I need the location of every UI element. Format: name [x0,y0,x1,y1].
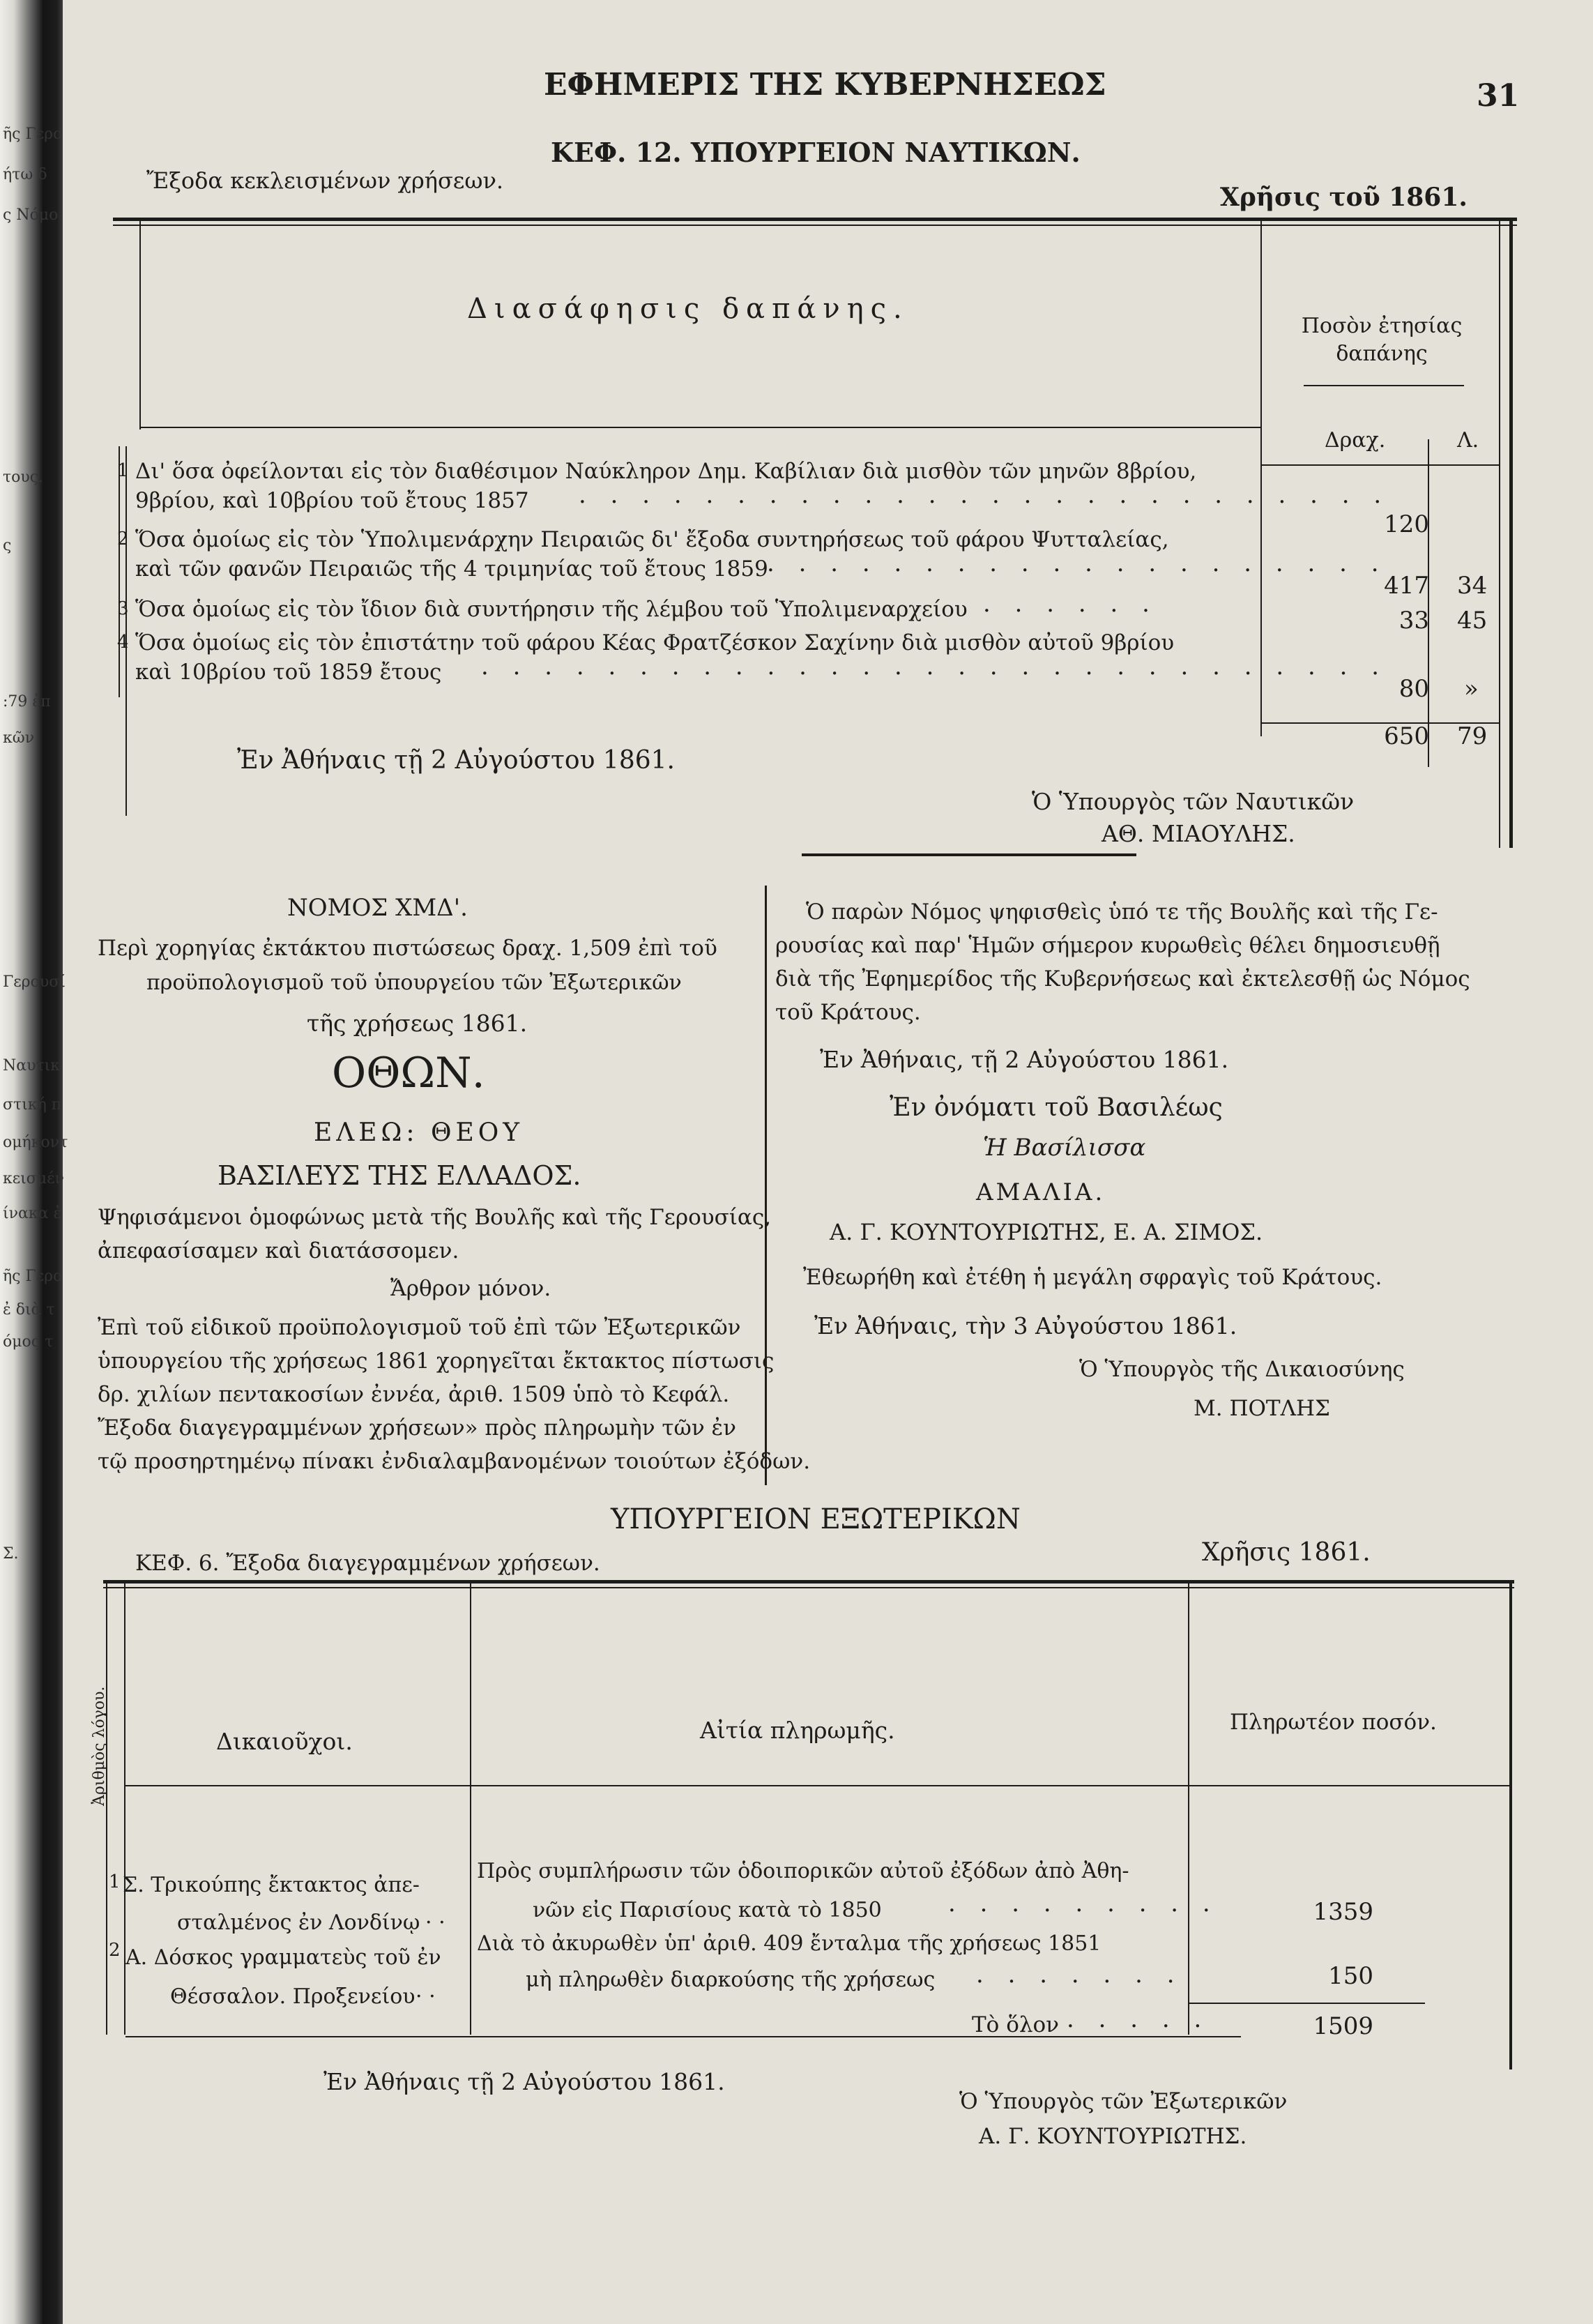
naval-col-amount-label: Ποσὸν ἐτησίας δαπάνης [1301,314,1463,366]
naval-col-lepta: Λ. [1457,428,1479,453]
item-number: 3 [117,598,129,619]
margin-fragment: ῆς Γερο [3,1268,63,1285]
promulgation-line: διὰ τῆς Ἐφημερίδος τῆς Κυβερνήσεως καὶ ἐκτελεσθῇ ὡς Νόμος [775,966,1470,992]
margin-fragment: Γερουσί [3,973,66,991]
foreign-date: Ἐν Ἀθήναις τῇ 2 Αὐγούστου 1861. [323,2068,725,2095]
dot-leader: · · [425,1911,445,1935]
margin-fragment: ς [3,537,12,554]
royal-title: ΒΑΣΙΛΕΥΣ ΤΗΣ ΕΛΛΑΔΟΣ. [218,1160,581,1191]
foreign-chapter: ΚΕΦ. 6. Ἔξοδα διαγεγραμμένων χρήσεων. [135,1551,600,1576]
promulgation-line: Ὁ παρὼν Νόμος ψηφισθεὶς ὑπό τε τῆς Βουλῆς καὶ τῆς Γε- [806,899,1438,925]
item-lepta: 45 [1457,607,1488,635]
law-article-line: ὑπουργείου τῆς χρήσεως 1861 χορηγεῖται ἔκτακτος πίστωσις [98,1349,775,1374]
margin-fragment: κῶν [3,729,35,747]
naval-subtitle: Ἔξοδα κεκλεισμένων χρήσεων. [146,167,504,194]
cause-line: Διὰ τὸ ἀκυρωθὲν ὑπ' ἀριθ. 409 ἔνταλμα τῆς χρήσεως 1851 [477,1931,1102,1956]
margin-fragment: όμος τ [3,1333,54,1351]
column-divider [765,886,767,1485]
dot-leader: · · · · · · · · · · · · · · · · · · · · [767,556,1387,584]
dot-leader: · · · · · · [983,597,1158,625]
book-binding-shadow [0,0,63,2324]
law-subject-line: τῆς χρήσεως 1861. [307,1010,528,1037]
item-drachmas: 120 [1384,510,1429,538]
row-amount: 1359 [1313,1898,1373,1926]
item-text-line: Ὅσα ὁμοίως εἰς τὸν ἴδιον διὰ συντήρησιν τῆς λέμβου τοῦ Ὑπολιμεναρχείου [135,597,968,622]
item-text-line: Ὅσα ὁμοίως εἰς τὸν ἐπιστάτην τοῦ φάρου Κέας Φρατζέσκον Σαχίνην διὰ μισθὸν αὐτοῦ 9βρίου [135,630,1175,655]
foreign-col-number: Ἀριθμὸς λόγου. [91,1686,108,1806]
justice-minister-title: Ὁ Ὑπουργὸς τῆς Δικαιοσύνης [1079,1357,1405,1382]
item-text-line: Δι' ὅσα ὀφείλονται εἰς τὸν διαθέσιμον Ναύκληρον Δημ. Καβίλιαν διὰ μισθὸν τῶν μηνῶν 8βρίου, [135,459,1197,484]
seal-date: Ἐν Ἀθήναις, τὴν 3 Αὐγούστου 1861. [814,1312,1237,1339]
item-drachmas: 80 [1398,675,1429,703]
cause-line: Πρὸς συμπλήρωσιν τῶν ὁδοιπορικῶν αὐτοῦ ἐξόδων ἀπὸ Ἀθη- [477,1859,1129,1883]
law-subject-line: Περὶ χορηγίας ἐκτάκτου πιστώσεως δραχ. 1,509 ἐπὶ τοῦ [98,936,717,961]
naval-chapter: ΚΕΦ. 12. ΥΠΟΥΡΓΕΙΟΝ ΝΑΥΤΙΚΩΝ. [551,137,1081,168]
item-text-line: καὶ 10βρίου τοῦ 1859 ἔτους [135,660,442,685]
queen-title: Ἡ Βασίλισσα [983,1134,1146,1162]
item-text-line: Ὅσα ὁμοίως εἰς τὸν Ὑπολιμενάρχην Πειραιῶς δι' ἔξοδα συντηρήσεως τοῦ φάρου Ψυτταλείας, [135,527,1169,552]
item-lepta: 34 [1457,572,1488,600]
section-divider [802,853,1136,856]
naval-col-description: Διασάφησις δαπάνης. [467,293,909,325]
promulgation-line: τοῦ Κράτους. [775,1000,921,1025]
dot-leader: · · [416,1984,436,2009]
naval-total-lepta: 79 [1457,722,1488,750]
gazette-title: ΕΦΗΜΕΡΙΣ ΤΗΣ ΚΥΒΕΡΝΗΣΕΩΣ [544,67,1106,102]
beneficiary-line: Α. Δόσκος γραμματεὺς τοῦ ἐν [125,1945,441,1970]
beneficiary-line: Θέσσαλον. Προξενείου [170,1984,416,2009]
margin-fragment: ίνακα ἐ [3,1205,62,1222]
item-drachmas: 417 [1384,572,1429,600]
dot-leader: · · · · · [1067,2012,1210,2040]
page-number: 31 [1477,78,1520,114]
margin-fragment: ομήκοντ [3,1134,68,1151]
item-text-line: 9βρίου, καὶ 10βρίου τοῦ ἔτους 1857 [135,488,529,513]
law-article-line: Ἐπὶ τοῦ εἰδικοῦ προϋπολογισμοῦ τοῦ ἐπὶ τῶν Ἐξωτερικῶν [98,1315,741,1340]
queen-name: ΑΜΑΛΙΑ. [976,1178,1106,1206]
dot-leader: · · · · · · · [976,1968,1183,1996]
item-drachmas: 33 [1398,607,1429,635]
item-lepta: » [1464,675,1479,703]
dot-leader: · · · · · · · · · · · · · · · · · · · · · · · · · · [579,488,1390,516]
seal-statement: Ἐθεωρήθη καὶ ἐτέθη ἡ μεγάλη σφραγὶς τοῦ Κράτους. [803,1265,1382,1290]
foreign-year: Χρῆσις 1861. [1202,1538,1371,1567]
margin-fragment: ἐ διὰ τ [3,1301,55,1319]
foreign-ministry: ΥΠΟΥΡΓΕΙΟΝ ΕΞΩΤΕΡΙΚΩΝ [611,1503,1021,1535]
law-preamble-line: ἀπεφασίσαμεν καὶ διατάσσομεν. [98,1238,459,1263]
foreign-total: 1509 [1313,2012,1373,2040]
item-number: 2 [117,529,129,549]
margin-fragment: ήτω δ [3,166,47,183]
justice-minister-name: Μ. ΠΟΤΛΗΣ [1194,1396,1330,1421]
foreign-signatory-title: Ὁ Ὑπουργὸς τῶν Ἐξωτερικῶν [959,2089,1288,2114]
foreign-total-label: Τὸ ὅλον [972,2012,1060,2037]
item-number: 4 [117,632,129,653]
by-grace-of-god: ΕΛΕΩ: ΘΕΟΥ [314,1118,524,1147]
item-text-line: καὶ τῶν φανῶν Πειραιῶς τῆς 4 τριμηνίας τοῦ ἔτους 1859 [135,556,768,582]
margin-fragment: κεισμέν [3,1170,64,1187]
foreign-col-beneficiaries: Δικαιοῦχοι. [216,1728,353,1755]
promulgation-line: ρουσίας καὶ παρ' Ἡμῶν σήμερον κυρωθεὶς θέλει δημοσιευθῇ [775,933,1440,958]
margin-fragment: στική π [3,1096,62,1114]
cause-line: μὴ πληρωθὲν διαρκούσης τῆς χρήσεως [526,1968,936,1992]
row-amount: 150 [1328,1962,1373,1990]
law-preamble-line: Ψηφισάμενοι ὁμοφώνως μετὰ τῆς Βουλῆς καὶ τῆς Γερουσίας, [98,1205,772,1230]
margin-fragment: ς Νόμο [3,206,59,224]
law-article-line: Ἔξοδα διαγεγραμμένων χρήσεων» πρὸς πληρωμὴν τῶν ἐν [98,1415,736,1441]
ministers-signatures: Α. Γ. ΚΟΥΝΤΟΥΡΙΩΤΗΣ, Ε. Α. ΣΙΜΟΣ. [830,1219,1263,1245]
beneficiary-line: Σ. Τρικούπης ἔκτακτος ἀπε- [123,1873,420,1897]
naval-year: Χρῆσις τοῦ 1861. [1220,183,1468,212]
margin-fragment: Σ. [3,1545,19,1563]
dot-leader: · · · · · · · · · · · · · · · · · · · · · · · · · · · · · [481,660,1388,688]
margin-fragment: :79 ἐπ [3,693,51,711]
naval-col-amount [1291,312,1472,368]
foreign-col-cause: Αἰτία πληρωμῆς. [700,1717,895,1744]
margin-fragment: ῆς Γερο [3,126,63,143]
item-number: 1 [117,460,129,481]
dot-leader: · · · · · · · · · [948,1897,1219,1924]
naval-signatory-name: ΑΘ. ΜΙΑΟΥΛΗΣ. [1102,820,1295,847]
naval-date: Ἐν Ἀθήναις τῇ 2 Αὐγούστου 1861. [237,746,675,775]
law-date: Ἐν Ἀθήναις, τῇ 2 Αὐγούστου 1861. [820,1046,1229,1073]
king-name: ΟΘΩΝ. [332,1049,485,1098]
margin-fragment: τους. [3,469,44,486]
law-article-line: δρ. χιλίων πεντακοσίων ἐννέα, ἀριθ. 1509 ὑπὸ τὸ Κεφάλ. [98,1382,730,1407]
cause-line: νῶν εἰς Παρισίους κατὰ τὸ 1850 [533,1898,882,1922]
law-subject-line: προϋπολογισμοῦ τοῦ ὑπουργείου τῶν Ἐξωτερικῶν [146,971,682,995]
row-number: 1 [109,1871,121,1892]
naval-total-drachmas: 650 [1384,722,1429,750]
beneficiary-line: σταλμένος ἐν Λονδίνῳ [177,1911,420,1935]
naval-signatory-title: Ὁ Ὑπουργὸς τῶν Ναυτικῶν [1032,788,1355,815]
foreign-col-amount: Πληρωτέον ποσόν. [1230,1710,1437,1735]
margin-fragment: Ναυτικ [3,1057,61,1074]
naval-col-drachmas: Δραχ. [1325,428,1386,453]
law-article-title: Ἄρθρον μόνον. [390,1276,551,1301]
law-article-line: τῷ προσηρτημένῳ πίνακι ἐνδιαλαμβανομένων τοιούτων ἐξόδων. [98,1449,811,1474]
law-title: ΝΟΜΟΣ ΧΜΔ'. [287,894,468,922]
in-name-of-king: Ἐν ὀνόματι τοῦ Βασιλέως [890,1093,1223,1122]
row-number: 2 [109,1940,121,1961]
foreign-signatory-name: Α. Γ. ΚΟΥΝΤΟΥΡΙΩΤΗΣ. [979,2124,1247,2149]
